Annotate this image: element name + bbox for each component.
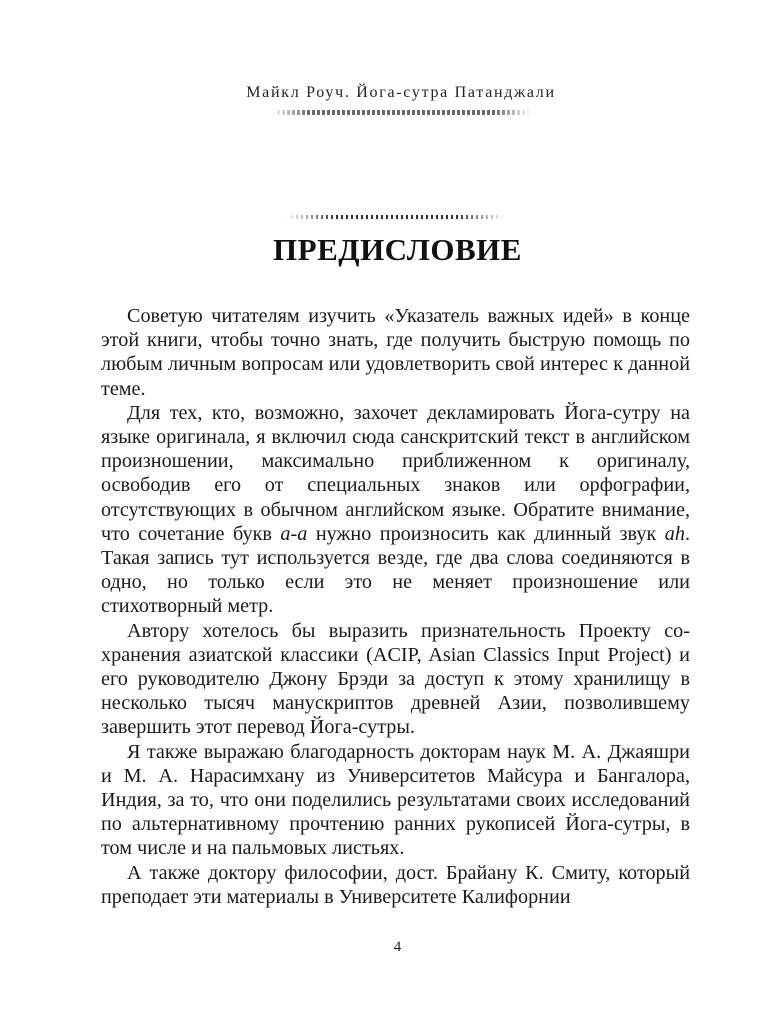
paragraph-4: Я также выражаю благодарность докторам наук М. А. Джаяшри и М. А. Нарасимхану из Университетов Майсура и Бангалора, Индия, за то, что они поделились результатами своих исследований по альтернативному прочтению ранних рукописей Йога-сутры, в том числе и на пальмовых листьях. xyxy=(101,740,690,860)
page-number: 4 xyxy=(393,939,402,955)
italic-term: а-а xyxy=(280,522,308,545)
italic-term: ah xyxy=(664,522,685,545)
title-ornament-rule xyxy=(286,215,506,219)
paragraph-5: А также доктору философии, дост. Брайану К. Смиту, который преподает эти материалы в Университете Калифорнии xyxy=(101,861,690,908)
chapter-title: ПРЕДИСЛОВИЕ xyxy=(273,232,522,267)
paragraph-1: Советую читателям изучить «Указатель важных идей» в конце этой книги, чтобы точно знать, где получить быструю помощь по любым личным вопросам или удовлетворить свой интерес к данной теме. xyxy=(101,305,690,400)
header-divider xyxy=(272,110,531,115)
body-text xyxy=(101,304,690,909)
paragraph-2: Для тех, кто, возможно, захочет декламировать Йога-сутру на языке оригинала, я включил сюда санскритский текст в английском произношении, максимально приближенном к оригиналу, освободив его от специальных знаков или орфографии, отсутствующих в обычном английском языке. Обратите внимание, что сочетание букв а-а нужно произносить как длинный звук ah. Такая запись тут используется везде, где два слова соединяются в одно, но только если это не меняет произношение или стихотворный метр. xyxy=(101,401,690,618)
running-head: Майкл Роуч. Йога-сутра Патанджали xyxy=(246,84,556,101)
paragraph-3: Автору хотелось бы выразить признательность Проекту сохранения азиатской классики (ACIP, Asian Classics Input Project) и его руководителю Джону Брэди за доступ к этому хранилищу в несколько тысяч манускриптов древней Азии, позволившему завершить этот перевод Йога-сутры. xyxy=(101,619,690,739)
